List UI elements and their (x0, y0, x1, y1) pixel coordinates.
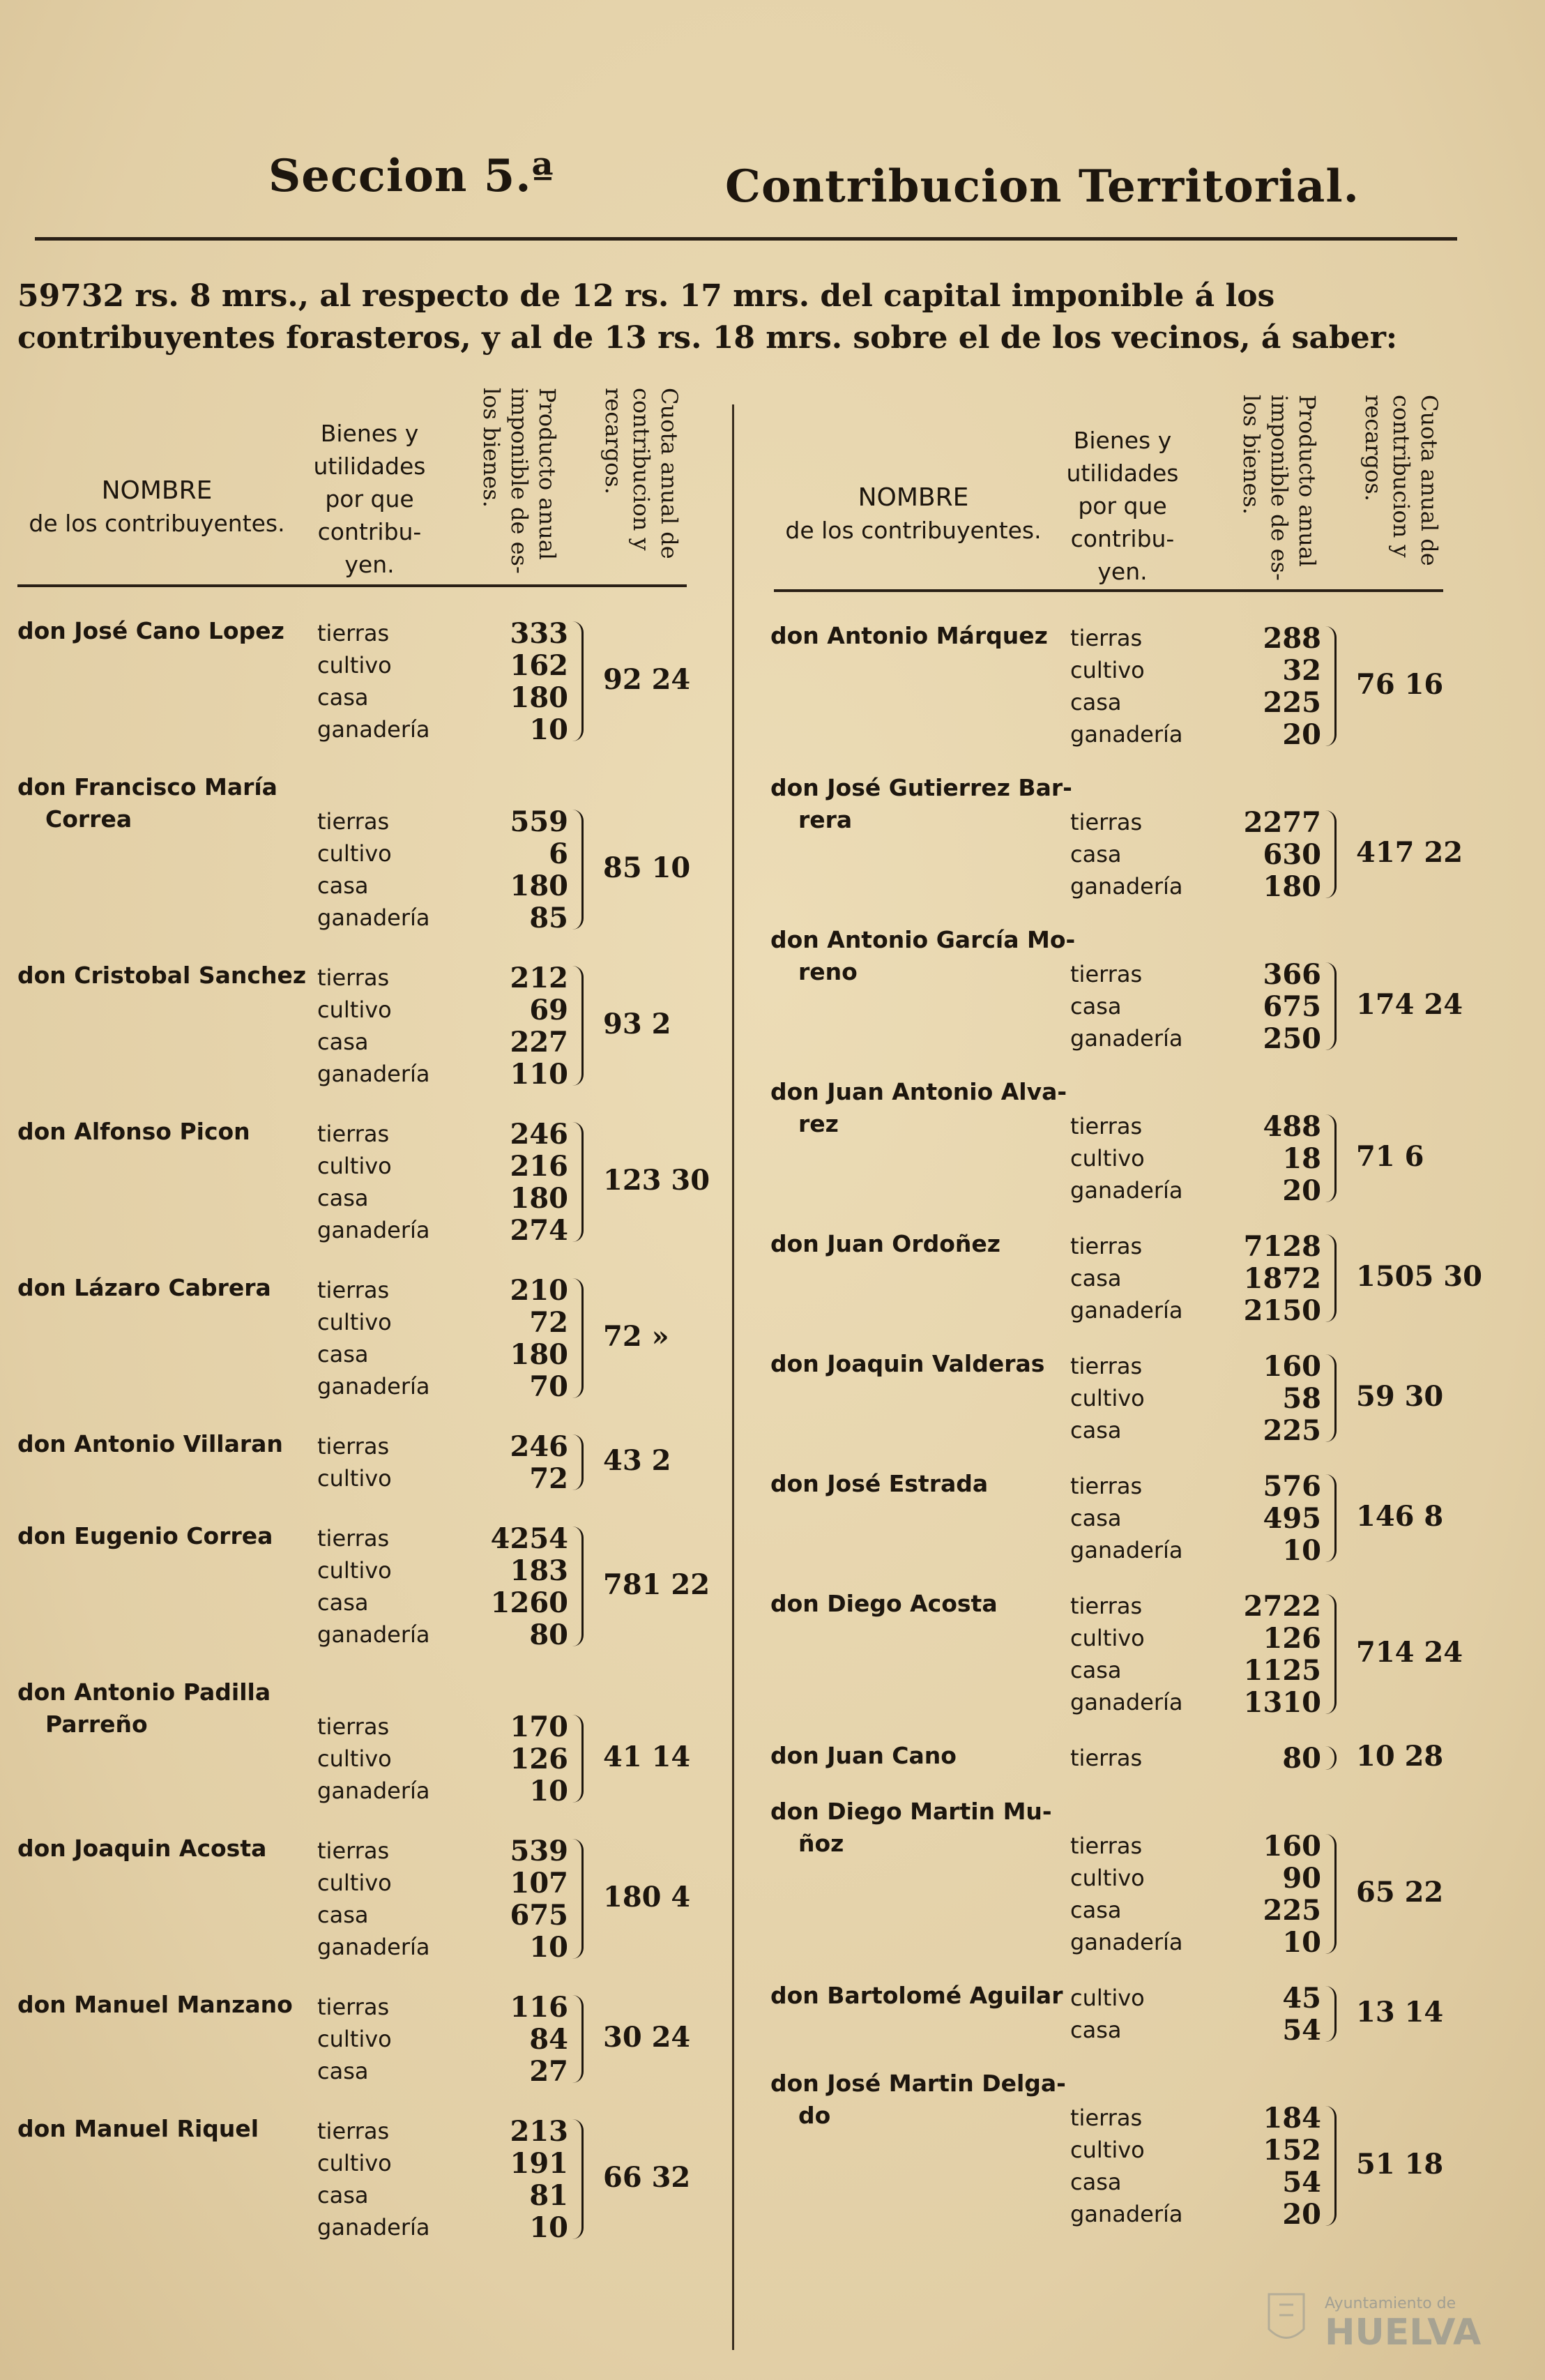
left-product-header: Producto anual imponible de es- los bienes. (478, 388, 561, 574)
group-brace (572, 1715, 584, 1803)
left-name-header (17, 474, 296, 540)
goods-category: casa (317, 1029, 369, 1055)
product-value: 18 (1282, 1142, 1321, 1175)
annual-quota: 85 10 (603, 851, 691, 884)
product-value: 180 (510, 1182, 568, 1215)
goods-category: casa (1070, 1505, 1122, 1531)
product-value: 225 (1263, 686, 1321, 719)
right-quota-header: Cuota anual de contribucion y recargos. (1360, 395, 1443, 566)
annual-quota: 123 30 (603, 1164, 710, 1197)
goods-category: casa (1070, 1417, 1122, 1443)
contributor-name: don Eugenio Correa (17, 1522, 273, 1549)
goods-category: cultivo (317, 1745, 392, 1772)
annual-quota: 76 16 (1356, 668, 1444, 701)
product-value: 70 (529, 1370, 568, 1403)
product-value: 170 (510, 1711, 568, 1743)
annual-quota: 180 4 (603, 1881, 691, 1913)
contributor-name: don Alfonso Picon (17, 1118, 250, 1145)
annual-quota: 71 6 (1356, 1140, 1424, 1173)
goods-category: cultivo (317, 1557, 392, 1584)
stamp-line2: HUELVA (1325, 2312, 1482, 2354)
header-rule (35, 237, 1457, 241)
product-value: 227 (510, 1026, 568, 1059)
group-brace (1325, 1234, 1337, 1322)
annual-quota: 174 24 (1356, 988, 1463, 1021)
product-value: 126 (1263, 1622, 1321, 1655)
contributor-name: don Joaquin Valderas (770, 1350, 1045, 1377)
product-value: 183 (510, 1554, 568, 1587)
right-product-header: Producto anual imponible de es- los bienes. (1238, 395, 1321, 581)
product-value: 180 (510, 681, 568, 714)
group-brace (572, 1839, 584, 1959)
product-value: 333 (510, 617, 568, 650)
goods-category: casa (1070, 2169, 1122, 2195)
contributor-name: Correa (45, 805, 132, 833)
goods-category: cultivo (1070, 1985, 1145, 2011)
product-value: 288 (1263, 622, 1321, 655)
product-value: 69 (529, 994, 568, 1026)
goods-line: Bienes y (1073, 427, 1172, 454)
intro-paragraph: 59732 rs. 8 mrs., al respecto de 12 rs. 17 mrs. del capital imponible á los contribuyentes forasteros, y al de 13 rs. 18 mrs. sobre el de los vecinos, á saber: (17, 278, 1398, 356)
product-value: 80 (529, 1619, 568, 1651)
goods-category: ganadería (317, 1373, 430, 1400)
left-quota-header: Cuota anual de contribucion y recargos. (600, 388, 683, 559)
group-brace (1325, 2106, 1337, 2226)
product-value: 90 (1282, 1862, 1321, 1895)
product-value: 246 (510, 1430, 568, 1463)
product-value: 210 (510, 1274, 568, 1307)
group-brace (572, 1122, 584, 1242)
product-value: 10 (529, 1775, 568, 1807)
group-brace (572, 1995, 584, 2083)
annual-quota: 781 22 (603, 1568, 710, 1601)
group-brace (572, 2119, 584, 2239)
contributor-name: don Diego Acosta (770, 1590, 998, 1617)
contributor-name: don Lázaro Cabrera (17, 1274, 271, 1301)
goods-category: cultivo (317, 1465, 392, 1492)
contributor-name: don José Gutierrez Bar- (770, 774, 1072, 801)
contributor-name: don Juan Cano (770, 1742, 957, 1769)
name-header-title: NOMBRE (858, 483, 969, 512)
product-value: 2722 (1243, 1590, 1321, 1623)
product-value: 20 (1282, 718, 1321, 751)
contributor-name: don Antonio Padilla (17, 1678, 271, 1706)
contributor-name: don Joaquin Acosta (17, 1835, 267, 1862)
product-value: 1260 (490, 1586, 568, 1619)
contributor-name: don José Martin Delga- (770, 2070, 1066, 2097)
goods-category: ganadería (317, 1778, 430, 1804)
goods-category: tierras (1070, 2105, 1143, 2131)
annual-quota: 146 8 (1356, 1500, 1444, 1533)
annual-quota: 65 22 (1356, 1876, 1444, 1909)
product-value: 152 (1263, 2134, 1321, 2167)
goods-category: ganadería (1070, 1537, 1183, 1563)
goods-category: casa (317, 2058, 369, 2084)
product-value: 80 (1282, 1742, 1321, 1775)
group-brace (572, 1526, 584, 1646)
goods-category: casa (1070, 2017, 1122, 2043)
product-value: 225 (1263, 1414, 1321, 1447)
goods-category: casa (317, 1589, 369, 1616)
group-brace (1325, 626, 1337, 746)
contributor-name: don José Cano Lopez (17, 617, 284, 644)
right-name-header (774, 481, 1053, 547)
product-value: 250 (1263, 1022, 1321, 1055)
goods-category: casa (317, 1902, 369, 1928)
goods-category: casa (317, 1341, 369, 1367)
group-brace (572, 1278, 584, 1398)
product-value: 72 (529, 1306, 568, 1339)
goods-category: tierras (1070, 1113, 1143, 1139)
product-value: 366 (1263, 958, 1321, 991)
annual-quota: 43 2 (603, 1444, 671, 1477)
product-value: 539 (510, 1835, 568, 1867)
left-goods-header (307, 417, 432, 581)
product-value: 213 (510, 2115, 568, 2148)
goods-line: yen. (344, 551, 395, 578)
contributor-name: don Bartolomé Aguilar (770, 1982, 1063, 2009)
goods-category: cultivo (317, 840, 392, 867)
goods-category: cultivo (317, 2026, 392, 2052)
product-value: 10 (529, 2211, 568, 2244)
goods-category: ganadería (317, 1621, 430, 1648)
product-value: 116 (510, 1991, 568, 2024)
goods-category: ganadería (317, 1061, 430, 1087)
stamp-line1: Ayuntamiento de (1325, 2295, 1456, 2312)
product-value: 160 (1263, 1830, 1321, 1863)
goods-category: cultivo (317, 1870, 392, 1896)
product-value: 110 (510, 1058, 568, 1091)
contributor-name: don Diego Martin Mu- (770, 1798, 1052, 1825)
contributor-name: don Juan Antonio Alva- (770, 1078, 1067, 1105)
name-header-sub: de los contribuyentes. (29, 510, 285, 537)
goods-category: casa (1070, 1265, 1122, 1291)
group-brace (1325, 1474, 1337, 1562)
annual-quota: 30 24 (603, 2021, 691, 2054)
product-value: 58 (1282, 1382, 1321, 1415)
product-value: 488 (1263, 1110, 1321, 1143)
goods-category: cultivo (1070, 1625, 1145, 1651)
annual-quota: 41 14 (603, 1741, 691, 1773)
goods-category: cultivo (317, 1153, 392, 1179)
goods-category: tierras (317, 1525, 390, 1552)
contributor-name: do (798, 2102, 831, 2129)
goods-category: tierras (317, 1837, 390, 1864)
annual-quota: 92 24 (603, 663, 691, 696)
goods-category: ganadería (1070, 721, 1183, 748)
page-title: Contribucion Territorial. (725, 160, 1360, 213)
product-value: 20 (1282, 1174, 1321, 1207)
goods-category: tierras (317, 964, 390, 991)
product-value: 126 (510, 1743, 568, 1775)
goods-category: ganadería (317, 904, 430, 931)
product-value: 630 (1263, 838, 1321, 871)
goods-category: tierras (317, 1433, 390, 1460)
product-value: 675 (1263, 990, 1321, 1023)
goods-category: cultivo (1070, 1865, 1145, 1891)
right-header-rule (774, 589, 1443, 592)
group-brace (1325, 1114, 1337, 1202)
annual-quota: 93 2 (603, 1008, 671, 1040)
goods-category: casa (317, 2182, 369, 2208)
goods-line: contribu- (1070, 525, 1175, 552)
goods-category: tierras (1070, 1745, 1143, 1771)
goods-category: cultivo (1070, 1385, 1145, 1411)
goods-category: tierras (1070, 961, 1143, 987)
contributor-name: don Cristobal Sanchez (17, 962, 307, 989)
goods-category: casa (1070, 1897, 1122, 1923)
goods-category: casa (317, 684, 369, 711)
group-brace (572, 1434, 584, 1490)
group-brace (1325, 810, 1337, 898)
product-value: 162 (510, 649, 568, 682)
product-value: 10 (529, 1931, 568, 1964)
goods-category: tierras (1070, 1353, 1143, 1379)
group-brace (572, 621, 584, 741)
goods-line: utilidades (1066, 460, 1179, 487)
name-header-title: NOMBRE (101, 476, 213, 505)
goods-category: ganadería (317, 1217, 430, 1243)
goods-category: ganadería (1070, 1689, 1183, 1715)
name-header-sub: de los contribuyentes. (785, 517, 1042, 544)
product-value: 246 (510, 1118, 568, 1151)
goods-category: ganadería (1070, 873, 1183, 900)
goods-category: cultivo (317, 1309, 392, 1335)
goods-category: tierras (317, 1713, 390, 1740)
annual-quota: 66 32 (603, 2161, 691, 2194)
goods-category: cultivo (1070, 2137, 1145, 2163)
goods-line: por que (325, 485, 414, 513)
goods-line: yen. (1097, 558, 1148, 585)
product-value: 1125 (1243, 1654, 1321, 1687)
group-brace (572, 810, 584, 930)
goods-line: contribu- (317, 518, 422, 545)
section-label: Seccion 5.ª (268, 150, 554, 202)
product-value: 1872 (1243, 1262, 1321, 1295)
goods-category: tierras (1070, 1593, 1143, 1619)
goods-category: tierras (317, 1994, 390, 2020)
product-value: 81 (529, 2179, 568, 2212)
goods-category: tierras (317, 620, 390, 646)
goods-category: ganadería (317, 1934, 430, 1960)
product-value: 225 (1263, 1894, 1321, 1927)
product-value: 576 (1263, 1470, 1321, 1503)
goods-category: casa (317, 1185, 369, 1211)
goods-category: tierras (317, 1277, 390, 1303)
product-value: 54 (1282, 2166, 1321, 2199)
product-value: 4254 (490, 1522, 568, 1555)
page-header (0, 150, 1545, 220)
contributor-name: Parreño (45, 1711, 148, 1738)
goods-category: cultivo (317, 652, 392, 679)
product-value: 10 (1282, 1534, 1321, 1567)
product-value: 84 (529, 2023, 568, 2056)
goods-category: tierras (1070, 809, 1143, 835)
group-brace (1325, 1834, 1337, 1954)
product-value: 180 (510, 870, 568, 902)
goods-category: ganadería (1070, 1177, 1183, 1204)
product-value: 72 (529, 1462, 568, 1495)
goods-category: ganadería (1070, 1929, 1183, 1955)
goods-category: tierras (1070, 1833, 1143, 1859)
annual-quota: 13 14 (1356, 1996, 1444, 2029)
product-value: 2150 (1243, 1294, 1321, 1327)
goods-category: cultivo (1070, 1145, 1145, 1172)
goods-category: tierras (1070, 1233, 1143, 1259)
contributor-name: don Antonio Márquez (770, 622, 1048, 649)
goods-category: ganadería (317, 716, 430, 743)
contributor-name: ñoz (798, 1830, 844, 1857)
group-brace (572, 966, 584, 1086)
product-value: 45 (1282, 1982, 1321, 2015)
goods-category: cultivo (317, 996, 392, 1023)
group-brace (1325, 962, 1337, 1050)
annual-quota: 714 24 (1356, 1636, 1463, 1669)
contributor-name: don Juan Ordoñez (770, 1230, 1000, 1257)
column-divider (732, 404, 734, 2350)
group-brace (1325, 1746, 1337, 1770)
product-value: 495 (1263, 1502, 1321, 1535)
product-value: 2277 (1243, 806, 1321, 839)
product-value: 10 (1282, 1926, 1321, 1959)
product-value: 675 (510, 1899, 568, 1932)
goods-line: por que (1078, 492, 1167, 520)
annual-quota: 10 28 (1356, 1740, 1444, 1773)
product-value: 85 (529, 902, 568, 934)
goods-category: casa (1070, 1657, 1122, 1683)
product-value: 216 (510, 1150, 568, 1183)
contributor-name: don Francisco María (17, 773, 277, 801)
product-value: 27 (529, 2055, 568, 2088)
contributor-name: don Manuel Manzano (17, 1991, 293, 2018)
annual-quota: 1505 30 (1356, 1260, 1482, 1293)
annual-quota: 417 22 (1356, 836, 1463, 869)
product-value: 184 (1263, 2102, 1321, 2135)
annual-quota: 72 » (603, 1320, 669, 1353)
left-header-rule (17, 584, 687, 587)
product-value: 180 (1263, 870, 1321, 903)
product-value: 7128 (1243, 1230, 1321, 1263)
goods-category: ganadería (1070, 1297, 1183, 1324)
product-value: 20 (1282, 2198, 1321, 2231)
goods-line: Bienes y (320, 420, 419, 447)
goods-category: casa (1070, 993, 1122, 1020)
right-goods-header (1060, 424, 1185, 588)
product-value: 559 (510, 805, 568, 838)
goods-category: tierras (317, 1121, 390, 1147)
product-value: 32 (1282, 654, 1321, 687)
product-value: 107 (510, 1867, 568, 1900)
goods-category: tierras (1070, 1473, 1143, 1499)
product-value: 6 (549, 837, 568, 870)
contributor-name: reno (798, 958, 858, 985)
product-value: 54 (1282, 2014, 1321, 2047)
goods-category: ganadería (317, 2214, 430, 2241)
annual-quota: 59 30 (1356, 1380, 1444, 1413)
contributor-name: rez (798, 1110, 839, 1137)
goods-line: utilidades (313, 453, 426, 480)
goods-category: tierras (317, 2118, 390, 2144)
goods-category: tierras (1070, 625, 1143, 651)
product-value: 212 (510, 962, 568, 994)
group-brace (1325, 1354, 1337, 1442)
goods-category: cultivo (1070, 657, 1145, 683)
huelva-stamp (1255, 2280, 1534, 2357)
product-value: 180 (510, 1338, 568, 1371)
group-brace (1325, 1986, 1337, 2042)
product-value: 191 (510, 2147, 568, 2180)
product-value: 10 (529, 713, 568, 746)
goods-category: ganadería (1070, 1025, 1183, 1052)
contributor-name: don Antonio Villaran (17, 1430, 283, 1457)
product-value: 1310 (1243, 1686, 1321, 1719)
contributor-name: don Manuel Riquel (17, 2115, 259, 2142)
product-value: 160 (1263, 1350, 1321, 1383)
group-brace (1325, 1594, 1337, 1714)
goods-category: ganadería (1070, 2201, 1183, 2227)
contributor-name: rera (798, 806, 853, 833)
goods-category: cultivo (317, 2150, 392, 2176)
annual-quota: 51 18 (1356, 2148, 1444, 2181)
product-value: 274 (510, 1214, 568, 1247)
goods-category: tierras (317, 808, 390, 835)
goods-category: casa (1070, 689, 1122, 715)
contributor-name: don José Estrada (770, 1470, 989, 1497)
goods-category: casa (1070, 841, 1122, 867)
goods-category: casa (317, 872, 369, 899)
contributor-name: don Antonio García Mo- (770, 926, 1076, 953)
